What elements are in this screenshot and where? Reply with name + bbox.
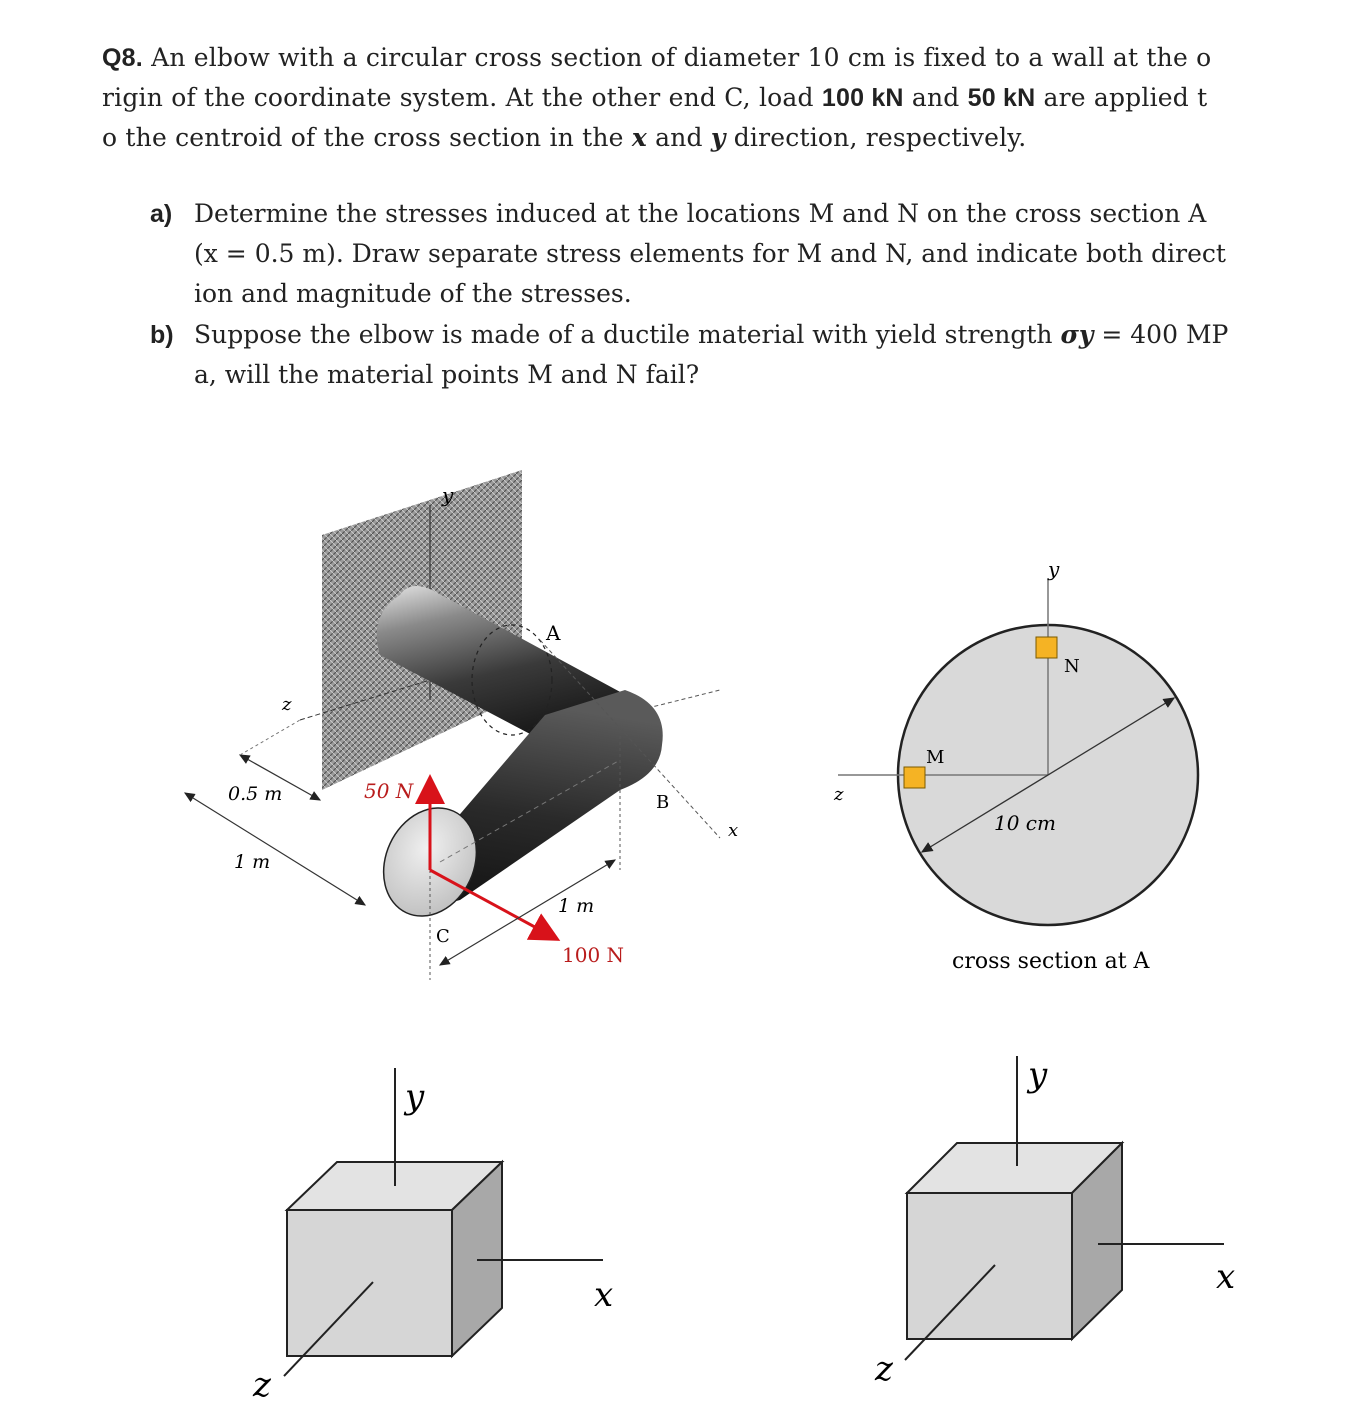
- axis-y-text: y: [710, 123, 726, 152]
- elbow-y-label: y: [442, 483, 454, 507]
- cube-n-z-label: z: [875, 1349, 893, 1389]
- part-a-line-1: Determine the stresses induced at the locations M and N on the cross section A: [194, 199, 1207, 228]
- cube-n-y-label: y: [1028, 1055, 1048, 1095]
- elbow-figure: [185, 470, 738, 980]
- cube-n-front: [907, 1193, 1072, 1339]
- cs-m-label: M: [926, 747, 945, 768]
- cs-n-label: N: [1064, 656, 1080, 677]
- elbow-x-label: x: [728, 820, 739, 841]
- cross-section-figure: [833, 557, 1198, 974]
- point-m-marker: [904, 767, 925, 788]
- question-line-1-text: An elbow with a circular cross section of diameter 10 cm is fixed to a wall at the o: [151, 43, 1212, 72]
- axis-x-text: x: [631, 123, 647, 152]
- cs-caption: cross section at A: [952, 949, 1150, 974]
- cube-m-z-label: z: [253, 1365, 271, 1405]
- part-b-line-1b: = 400 MP: [1093, 320, 1229, 349]
- dim-1m-z: [185, 793, 365, 905]
- question-number: Q8.: [102, 44, 143, 72]
- part-b-line-1a: Suppose the elbow is made of a ductile material with yield strength: [194, 320, 1061, 349]
- elbow-z-label: z: [282, 694, 292, 715]
- yield-symbol: σy: [1060, 320, 1094, 349]
- cs-y-label: y: [1048, 557, 1060, 581]
- force-x-label: 100 N: [562, 943, 625, 967]
- question-line-3c: direction, respectively.: [725, 123, 1027, 152]
- question-line-2b: and: [903, 83, 968, 112]
- load-x: 100 kN: [821, 84, 904, 112]
- cs-z-label: z: [834, 784, 844, 805]
- dim-1m-z-label: 1 m: [234, 851, 271, 873]
- cs-diameter-label: 10 cm: [994, 811, 1056, 835]
- force-y-label: 50 N: [364, 779, 414, 803]
- point-n-marker: [1036, 637, 1057, 658]
- part-b-label: b): [150, 321, 174, 349]
- question-line-3b: and: [646, 123, 711, 152]
- cube-n-x-label: x: [1216, 1257, 1236, 1297]
- stress-element-n: [874, 1055, 1235, 1389]
- label-c: C: [436, 926, 450, 947]
- question-line-2c: are applied t: [1035, 83, 1208, 112]
- part-a-line-2: (x = 0.5 m). Draw separate stress elements for M and N, and indicate both direct: [194, 239, 1226, 268]
- cube-m-x-label: x: [594, 1275, 614, 1315]
- stress-element-m: [252, 1068, 613, 1405]
- part-b-line-2: a, will the material points M and N fail?: [194, 360, 700, 389]
- part-a-line-3: ion and magnitude of the stresses.: [194, 279, 632, 308]
- question-line-3a: o the centroid of the cross section in the: [102, 123, 632, 152]
- part-a-label: a): [150, 200, 173, 228]
- dim-0.5m-guide: [240, 720, 300, 755]
- question-line-2a: rigin of the coordinate system. At the other end C, load: [102, 83, 822, 112]
- dim-1m-x-label: 1 m: [558, 895, 595, 917]
- cube-m-y-label: y: [405, 1077, 425, 1117]
- label-a: A: [546, 621, 561, 645]
- load-y: 50 kN: [967, 84, 1036, 112]
- dim-0.5m-label: 0.5 m: [228, 783, 283, 805]
- label-b: B: [656, 792, 670, 813]
- cube-m-front: [287, 1210, 452, 1356]
